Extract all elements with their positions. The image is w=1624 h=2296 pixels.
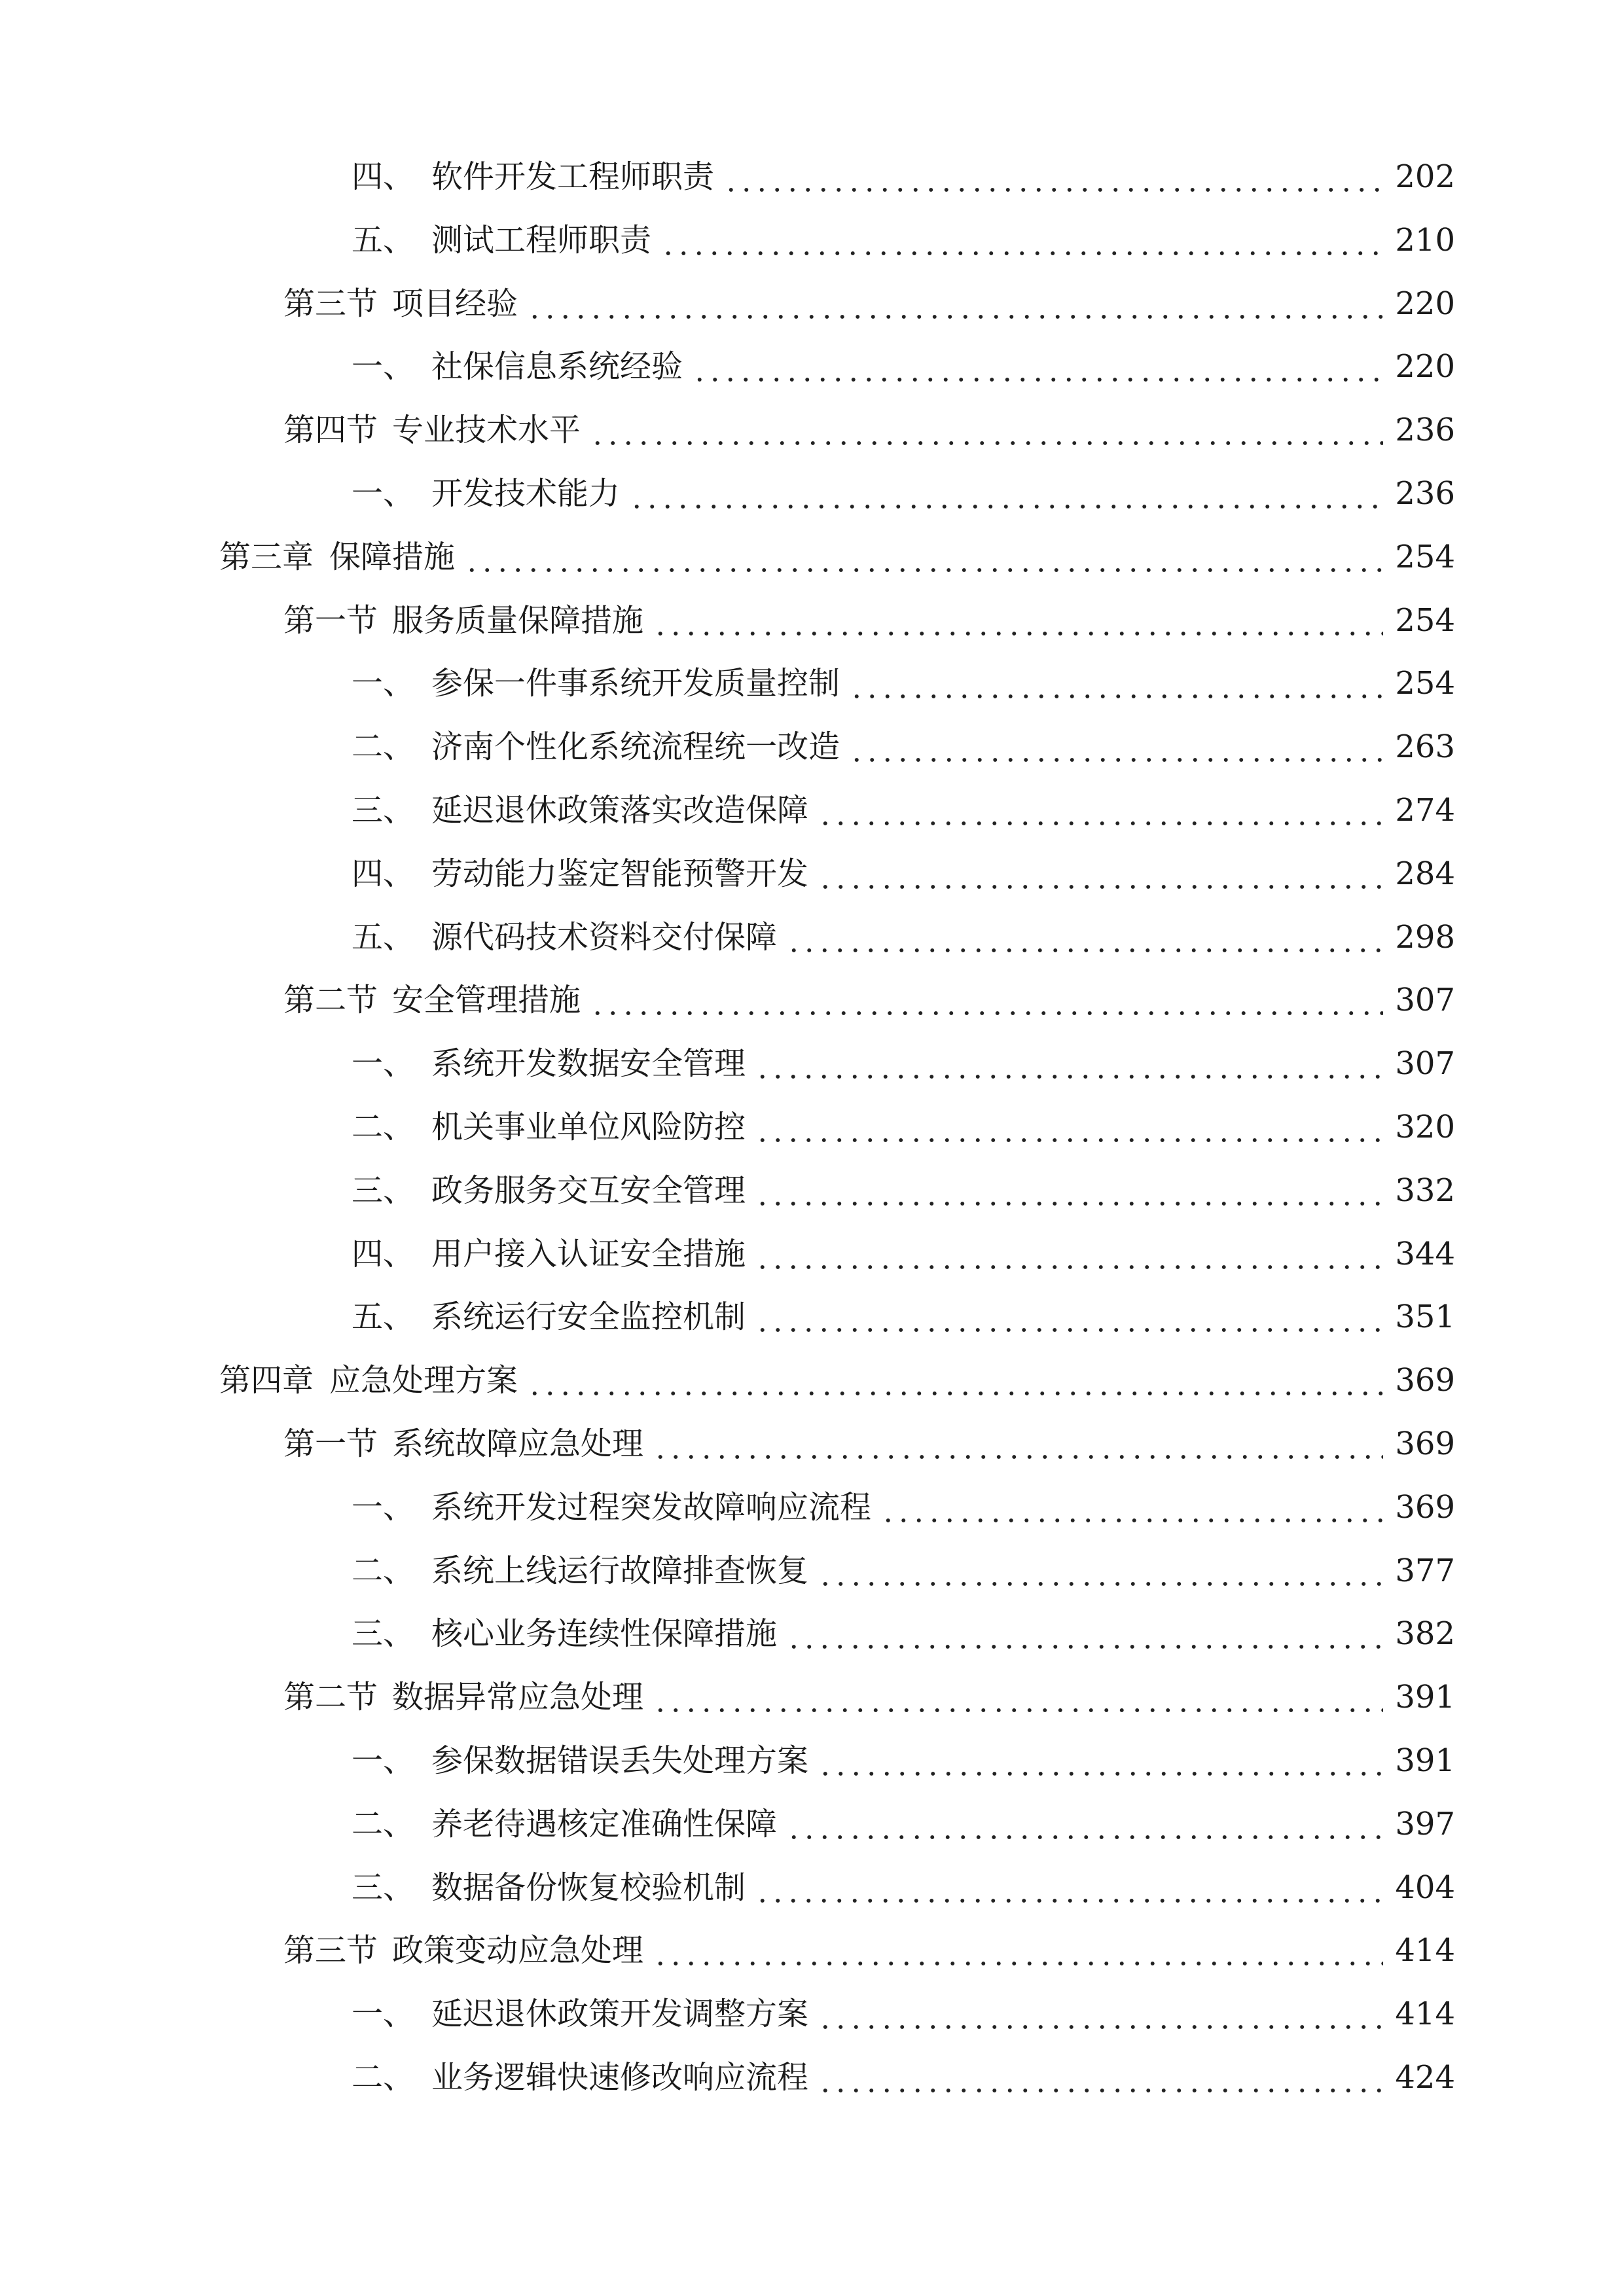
dot-leader bbox=[755, 1159, 1383, 1222]
dot-leader bbox=[723, 145, 1383, 208]
toc-entry-page: 424 bbox=[1395, 2059, 1455, 2096]
toc-entry-number: 三、 bbox=[352, 1172, 415, 1209]
dot-leader bbox=[590, 399, 1383, 461]
toc-entry-number: 四、 bbox=[352, 855, 415, 892]
toc-entry-title: 项目经验 bbox=[392, 285, 518, 322]
dot-leader bbox=[786, 1793, 1383, 1856]
toc-entry-page: 220 bbox=[1395, 348, 1455, 386]
toc-entry[interactable] bbox=[352, 2046, 1455, 2109]
toc-entry-number: 三、 bbox=[352, 1615, 415, 1653]
toc-entry-number: 第三节 bbox=[283, 1932, 378, 1969]
dot-leader bbox=[629, 462, 1383, 525]
toc-entry-title: 数据备份恢复校验机制 bbox=[431, 1869, 746, 1906]
dot-leader bbox=[653, 1666, 1383, 1729]
toc-entry-title: 政策变动应急处理 bbox=[392, 1932, 644, 1969]
toc-entry[interactable] bbox=[352, 1285, 1455, 1348]
toc-entry-title: 源代码技术资料交付保障 bbox=[431, 918, 778, 956]
toc-entry-number: 五、 bbox=[352, 918, 415, 956]
dot-leader bbox=[653, 1412, 1383, 1475]
dot-leader bbox=[818, 779, 1383, 842]
toc-entry-page: 377 bbox=[1395, 1552, 1455, 1589]
toc-entry-number: 四、 bbox=[352, 1235, 415, 1272]
toc-entry-title: 系统故障应急处理 bbox=[392, 1426, 644, 1462]
toc-entry-page: 369 bbox=[1395, 1362, 1455, 1399]
toc-entry-number: 第一节 bbox=[283, 601, 378, 639]
toc-entry-title: 系统开发过程突发故障响应流程 bbox=[431, 1488, 872, 1526]
dot-leader bbox=[755, 1223, 1383, 1285]
toc-entry-number: 二、 bbox=[352, 1552, 415, 1589]
toc-entry-page: 202 bbox=[1395, 158, 1455, 195]
toc-entry-title: 开发技术能力 bbox=[431, 475, 621, 512]
toc-entry-number: 二、 bbox=[352, 1805, 415, 1842]
toc-entry-page: 344 bbox=[1395, 1235, 1455, 1272]
dot-leader bbox=[849, 652, 1383, 715]
toc-entry-title: 系统运行安全监控机制 bbox=[431, 1299, 746, 1336]
toc-entry-page: 414 bbox=[1395, 1932, 1455, 1969]
toc-entry[interactable] bbox=[219, 526, 1455, 588]
toc-entry-title: 保障措施 bbox=[329, 538, 456, 575]
toc-entry-page: 236 bbox=[1395, 475, 1455, 512]
toc-entry-title: 延迟退休政策落实改造保障 bbox=[431, 792, 809, 829]
toc-entry[interactable] bbox=[352, 1793, 1455, 1856]
toc-entry-number: 二、 bbox=[352, 2059, 415, 2096]
toc-entry-title: 政务服务交互安全管理 bbox=[431, 1172, 746, 1209]
toc-entry-title: 用户接入认证安全措施 bbox=[431, 1235, 746, 1272]
toc-entry[interactable] bbox=[352, 1159, 1455, 1222]
dot-leader bbox=[755, 1096, 1383, 1158]
dot-leader bbox=[527, 272, 1383, 335]
toc-entry-page: 274 bbox=[1395, 792, 1455, 829]
dot-leader bbox=[653, 1919, 1383, 1982]
toc-entry[interactable] bbox=[352, 145, 1455, 208]
toc-entry-number: 第三节 bbox=[283, 285, 378, 322]
toc-entry-number: 第四节 bbox=[283, 412, 378, 449]
toc-entry[interactable] bbox=[283, 399, 1455, 461]
dot-leader bbox=[660, 209, 1383, 272]
dot-leader bbox=[818, 1982, 1383, 2045]
toc-entry-number: 三、 bbox=[352, 1869, 415, 1906]
toc-entry-number: 二、 bbox=[352, 1109, 415, 1145]
toc-entry-page: 351 bbox=[1395, 1299, 1455, 1336]
toc-entry-page: 397 bbox=[1395, 1805, 1455, 1842]
toc-entry-number: 四、 bbox=[352, 158, 415, 195]
toc-entry-number: 一、 bbox=[352, 1996, 415, 2033]
toc-entry-page: 236 bbox=[1395, 412, 1455, 449]
toc-entry-title: 社保信息系统经验 bbox=[431, 348, 683, 386]
dot-leader bbox=[818, 1539, 1383, 1602]
toc-entry[interactable] bbox=[352, 1476, 1455, 1539]
toc-entry-title: 软件开发工程师职责 bbox=[431, 158, 715, 195]
dot-leader bbox=[818, 1729, 1383, 1792]
toc-entry-title: 延迟退休政策开发调整方案 bbox=[431, 1996, 809, 2033]
toc-entry-number: 一、 bbox=[352, 475, 415, 512]
dot-leader bbox=[880, 1476, 1383, 1539]
dot-leader bbox=[818, 842, 1383, 905]
toc-entry-page: 254 bbox=[1395, 538, 1455, 575]
toc-entry[interactable] bbox=[352, 906, 1455, 969]
toc-entry-page: 404 bbox=[1395, 1869, 1455, 1906]
toc-entry-page: 320 bbox=[1395, 1109, 1455, 1145]
toc-entry[interactable] bbox=[283, 1666, 1455, 1729]
toc-entry-title: 参保一件事系统开发质量控制 bbox=[431, 665, 840, 702]
toc-entry-page: 414 bbox=[1395, 1996, 1455, 2033]
dot-leader bbox=[786, 1602, 1383, 1665]
toc-entry[interactable] bbox=[352, 1032, 1455, 1095]
dot-leader bbox=[849, 715, 1383, 778]
toc-entry[interactable] bbox=[352, 1539, 1455, 1602]
toc-entry-page: 369 bbox=[1395, 1488, 1455, 1526]
toc-entry-title: 劳动能力鉴定智能预警开发 bbox=[431, 855, 809, 892]
toc-entry-number: 一、 bbox=[352, 348, 415, 386]
toc-entry-number: 第三章 bbox=[219, 538, 314, 575]
toc-entry-title: 业务逻辑快速修改响应流程 bbox=[431, 2059, 809, 2096]
dot-leader bbox=[755, 1032, 1383, 1095]
toc-entry[interactable] bbox=[352, 1096, 1455, 1158]
toc-entry[interactable] bbox=[283, 1412, 1455, 1475]
toc-entry-number: 二、 bbox=[352, 728, 415, 766]
toc-entry-title: 养老待遇核定准确性保障 bbox=[431, 1805, 778, 1842]
toc-entry[interactable] bbox=[283, 589, 1455, 652]
toc-entry-page: 254 bbox=[1395, 601, 1455, 639]
dot-leader bbox=[464, 526, 1383, 588]
toc-entry[interactable] bbox=[352, 652, 1455, 715]
toc-entry[interactable] bbox=[352, 1602, 1455, 1665]
toc-entry-number: 一、 bbox=[352, 1045, 415, 1083]
dot-leader bbox=[755, 1856, 1383, 1919]
toc-entry-title: 测试工程师职责 bbox=[431, 221, 652, 259]
dot-leader bbox=[653, 589, 1383, 652]
dot-leader bbox=[755, 1285, 1383, 1348]
toc-entry[interactable] bbox=[352, 779, 1455, 842]
dot-leader bbox=[590, 969, 1383, 1031]
toc-entry-title: 安全管理措施 bbox=[392, 982, 581, 1019]
toc-entry-title: 系统开发数据安全管理 bbox=[431, 1045, 746, 1083]
toc-entry-title: 服务质量保障措施 bbox=[392, 601, 644, 639]
dot-leader bbox=[786, 906, 1383, 969]
toc-entry-page: 263 bbox=[1395, 728, 1455, 766]
toc-entry[interactable] bbox=[352, 209, 1455, 272]
toc-entry-number: 一、 bbox=[352, 1488, 415, 1526]
toc-entry[interactable] bbox=[283, 969, 1455, 1031]
toc-entry-number: 第二节 bbox=[283, 1679, 378, 1716]
toc-entry-page: 254 bbox=[1395, 665, 1455, 702]
toc-entry-page: 307 bbox=[1395, 1045, 1455, 1083]
toc-entry-number: 第四章 bbox=[219, 1362, 314, 1399]
toc-entry-number: 五、 bbox=[352, 1299, 415, 1336]
dot-leader bbox=[818, 2046, 1383, 2109]
toc-entry-number: 一、 bbox=[352, 1742, 415, 1779]
toc-entry-title: 数据异常应急处理 bbox=[392, 1679, 644, 1716]
toc-entry[interactable] bbox=[352, 715, 1455, 778]
toc-entry-title: 核心业务连续性保障措施 bbox=[431, 1615, 778, 1653]
toc-entry[interactable] bbox=[352, 1856, 1455, 1919]
toc-entry-title: 参保数据错误丢失处理方案 bbox=[431, 1742, 809, 1779]
toc-entry-title: 专业技术水平 bbox=[392, 412, 581, 449]
toc-entry[interactable] bbox=[283, 272, 1455, 335]
dot-leader bbox=[692, 335, 1383, 398]
toc-entry-page: 284 bbox=[1395, 855, 1455, 892]
toc-entry-page: 391 bbox=[1395, 1742, 1455, 1779]
toc-entry-page: 298 bbox=[1395, 918, 1455, 956]
toc-entry-page: 210 bbox=[1395, 221, 1455, 259]
toc-entry-page: 369 bbox=[1395, 1426, 1455, 1462]
toc-entry[interactable] bbox=[352, 1223, 1455, 1285]
toc-entry-title: 系统上线运行故障排查恢复 bbox=[431, 1552, 809, 1589]
toc-entry-page: 220 bbox=[1395, 285, 1455, 322]
toc-entry-number: 一、 bbox=[352, 665, 415, 702]
toc-entry-page: 307 bbox=[1395, 982, 1455, 1019]
toc-entry-title: 济南个性化系统流程统一改造 bbox=[431, 728, 840, 766]
toc-entry-number: 三、 bbox=[352, 792, 415, 829]
dot-leader bbox=[527, 1349, 1383, 1412]
toc-entry[interactable] bbox=[352, 1982, 1455, 2045]
toc-entry[interactable] bbox=[352, 842, 1455, 905]
toc-entry[interactable] bbox=[352, 1729, 1455, 1792]
toc-entry-number: 第一节 bbox=[283, 1426, 378, 1462]
toc-entry-number: 第二节 bbox=[283, 982, 378, 1019]
toc-entry-title: 应急处理方案 bbox=[329, 1362, 518, 1399]
toc-entry[interactable] bbox=[219, 1349, 1455, 1412]
toc-entry-title: 机关事业单位风险防控 bbox=[431, 1109, 746, 1145]
toc-entry[interactable] bbox=[352, 335, 1455, 398]
toc-entry-page: 332 bbox=[1395, 1172, 1455, 1209]
toc-entry-number: 五、 bbox=[352, 221, 415, 259]
toc-entry[interactable] bbox=[283, 1919, 1455, 1982]
toc-entry-page: 391 bbox=[1395, 1679, 1455, 1716]
toc-entry[interactable] bbox=[352, 462, 1455, 525]
toc-entry-page: 382 bbox=[1395, 1615, 1455, 1653]
